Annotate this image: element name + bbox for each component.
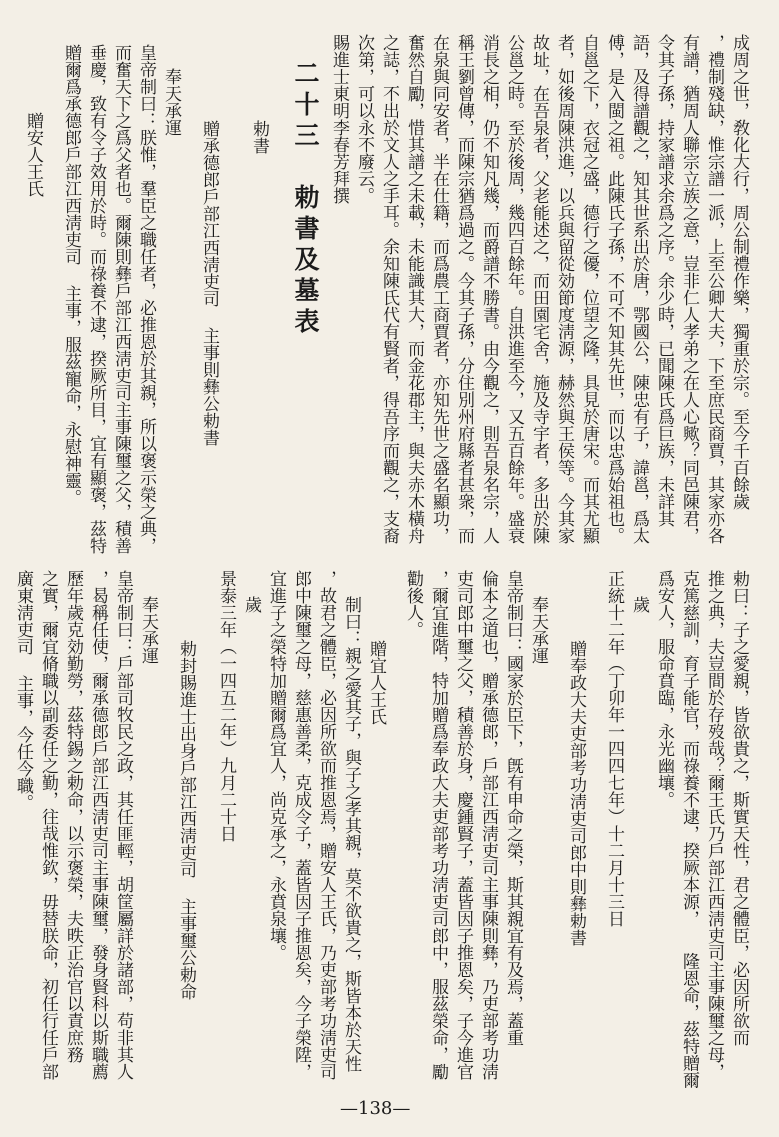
upper-text-column: 在泉與同安者，半在仕籍，而爲農工商賈者，亦知先世之盛名顯功， [429, 34, 449, 544]
lower-text-column: 皇帝制曰：國家於臣下，旣有申命之榮，斯其親宜有及焉，蓋重 [503, 570, 523, 1046]
upper-text-column: 傅，是入閩之祖。此陳氏子孫，不可不知其先世，而以忠爲始祖也。 [604, 34, 624, 544]
upper-text-column: 奉天承運 [161, 68, 181, 136]
upper-text-column: 令其子孫，持家譜求余爲之序。余少時，已聞陳氏爲巨族，未詳其 [654, 34, 674, 527]
lower-text-column: ，爾宜進階，特加贈爲奉政大夫吏部考功淸吏司郎中，服茲榮命，勵 [428, 570, 448, 1080]
lower-text-column: 勅曰：子之愛親，皆欲貴之，斯實天性，君之體臣，必因所欲而 [729, 570, 749, 1046]
lower-text-column: 正統十二年（丁卯年一四四七年）十二月十三日 [604, 570, 624, 927]
upper-text-column: 皇帝制曰：朕惟，羣臣之職任者，必推恩於其親，所以褒示榮之典， [136, 44, 156, 554]
lower-text-column: 吏司郎中璽之父，積善於身，慶鍾賢子，蓋皆因子推恩矣，子今進官 [453, 570, 473, 1080]
upper-text-column: 消長之相，仍不知凡幾，而爵譜不勝書。由今觀之，則吾泉名宗，人 [479, 34, 499, 544]
lower-text-column: 贈宜人王氏 [366, 640, 386, 725]
upper-text-column: 而奮天下之爲父者也。爾陳則彝戶部江西淸吏司主事陳璽之父，積善 [111, 44, 131, 554]
lower-text-column: 景泰三年（一四五二年）九月二十日 [216, 570, 236, 842]
lower-text-column: 郎中陳璽之母，慈惠善柔，克成令子，蓋皆因子推恩矣，今子榮陞， [291, 570, 311, 1080]
lower-text-column: 歲 [241, 596, 261, 613]
lower-text-column: 推之典，夫豈間於存歿哉？爾王氏乃戶部江西淸吏司主事陳璽之母， [704, 570, 724, 1080]
upper-text-column: 之誌，不出於文人之手耳。余知陳氏代有賢者，得吾序而觀之，支裔 [379, 34, 399, 544]
upper-text-column: 垂慶，致有令子效用於時。而祿養不逮，揆厥所目，宜有顯褒，茲特 [86, 44, 106, 554]
upper-text-column: 贈承德郎戶部江西淸吏司 主事則彝公勅書 [199, 120, 219, 446]
lower-text-column: ，故君之體臣，必因所欲而推恩焉，贈安人王氏，乃吏部考功淸吏司 [316, 570, 336, 1080]
lower-text-column: ，曷稱任使，爾承德郎戶部江西淸吏司主事陳璽，發身賢科以斯職薦 [88, 570, 108, 1080]
lower-text-column: 奉天承運 [138, 596, 158, 664]
upper-text-column: 奮然自勵，惜其譜之未載，未能識其大，而金花郡主，與夫赤木橫舟 [404, 34, 424, 544]
upper-text-column: 者，如後周陳洪進，以兵與留從効節度淸源，赫然與王侯等。今其家 [554, 34, 574, 544]
upper-text-column: 自邕之下，衣冠之盛，德行之優，位望之隆，具見於唐宋。而其尤顯 [579, 34, 599, 544]
upper-text-column: 成周之世，敎化大行，周公制禮作樂，獨重於宗。至今千百餘歲 [729, 34, 749, 510]
lower-text-column: 歲 [629, 596, 649, 613]
upper-text-column: 語，及得譜觀之，知其世系出於唐，鄂國公，陳忠有子，諱邕，爲太 [629, 34, 649, 544]
page-number: —138— [340, 1098, 411, 1119]
section-title: 二十三 勅書及墓表 [291, 60, 320, 339]
lower-text-column: 倫本之道也，贈承德郎，戶部江西淸吏司主事陳則彝，乃吏部考功淸 [478, 570, 498, 1080]
upper-text-column: 故址，在吾泉者，父老能述之，而田園宅舍，施及寺宇者，多出於陳 [529, 34, 549, 544]
upper-text-column: 有譜，猶周人聯宗立族之意，豈非仁人孝弟之在人心歟？同邑陳君， [679, 34, 699, 544]
lower-text-column: 之實，爾宜脩職以副委任之勤，往哉惟欽，毋替朕命，初任行任戶部 [38, 570, 58, 1080]
lower-text-column: 制曰：親之愛其子，與子之孝其親，莫不欲貴之，斯皆本於天性 [341, 596, 361, 1072]
upper-text-column: 次第，可以永不廢云。 [354, 34, 374, 204]
lower-text-column: 廣東淸吏司 主事，今任今職。 [13, 570, 33, 811]
upper-text-column: 勅書 [249, 120, 269, 154]
lower-text-column: 勅封賜進士出身戶部江西淸吏司 主事璽公勅命 [176, 640, 196, 1000]
lower-text-column: 勸後人。 [403, 570, 423, 638]
upper-text-column: 賜進士東明李春芳拜撰 [329, 34, 349, 204]
lower-text-column: 皇帝制曰：戶部司牧民之政，其任匪輕，胡筐屬詳於諸部，苟非其人 [113, 570, 133, 1080]
lower-text-column: 爲安人，服命賁臨，永光幽壤。 [654, 570, 674, 808]
upper-text-column: ，禮制殘缺，惟宗譜一派，上至公卿大夫，下至庶民商賈，其家亦各 [704, 34, 724, 544]
lower-text-column: 歷年歲克効勤勞，茲特錫之勅命，以示褒榮，夫昳正治官以責庶務 [63, 570, 83, 1063]
lower-text-column: 宜進子之榮特加贈爾爲宜人，尚克承之，永賁泉壤。 [266, 570, 286, 961]
lower-text-column: 贈奉政大夫吏部考功淸吏司郎中則彝勅書 [566, 640, 586, 946]
upper-text-column: 贈爾爲承德郎戶部江西淸吏司 主事，服茲寵命，永慰神靈。 [61, 44, 81, 506]
upper-text-column: 公邕之時。至於後周，幾四百餘年。自洪進至今，又五百餘年。盛衰 [504, 34, 524, 544]
upper-text-column: 贈安人王氏 [23, 112, 43, 197]
lower-text-column: 克篤慈訓，育子能官，而祿養不逮，揆厥本源， 隆恩命，茲特贈爾 [679, 570, 699, 1089]
lower-text-column: 奉天承運 [528, 596, 548, 664]
upper-text-column: 稱王劉曾傳，而陳宗猶爲過之。今其子孫，分住別州府縣者甚衆，而 [454, 34, 474, 544]
